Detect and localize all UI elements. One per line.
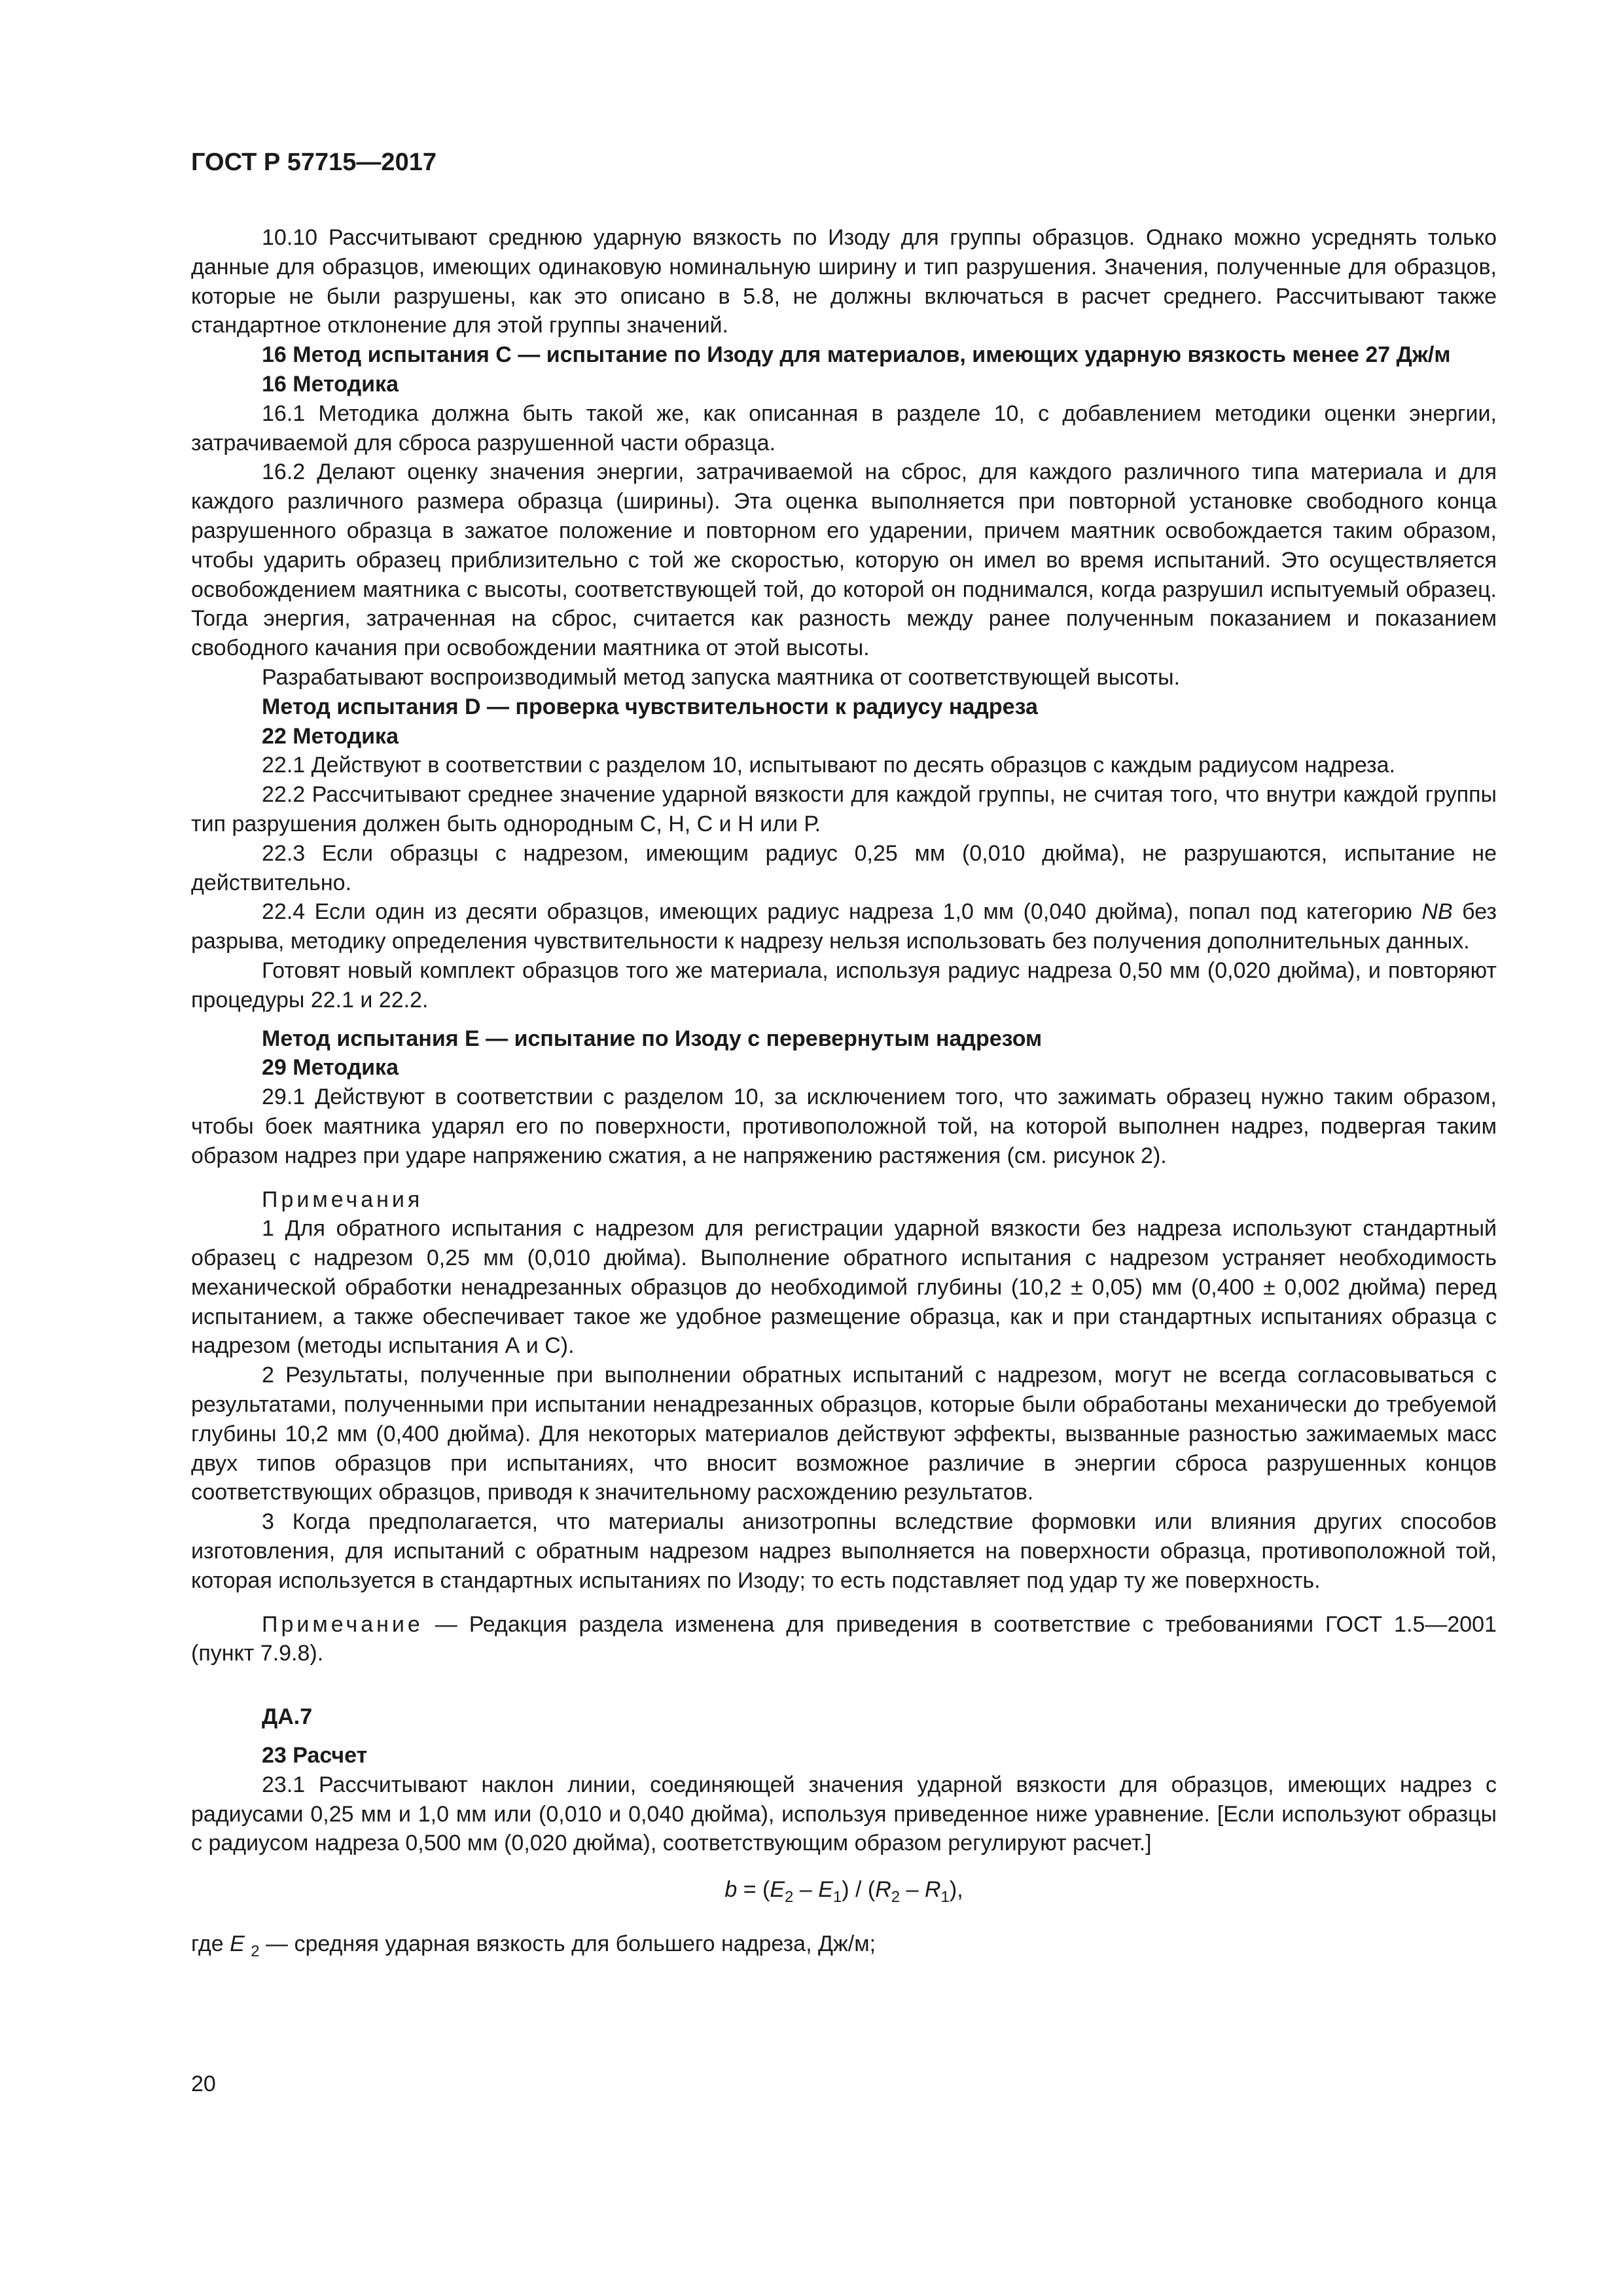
formula-e2-sub: 2 [785, 1888, 794, 1907]
paragraph-22-4 [191, 897, 1497, 956]
paragraph-22-4-text-b: без разрыва, методику определения чувствительности к надрезу нельзя использовать без получения дополнительных данных. [191, 899, 1497, 954]
heading-16-methodology: 16 Методика [262, 371, 399, 397]
heading-22-methodology: 22 Методика [262, 723, 399, 749]
formula-r2-sub: 2 [891, 1888, 901, 1907]
paragraph-16-1: 16.1 Методика должна быть такой же, как описанная в разделе 10, с добавлением методики оценки энергии, затрачиваемой для сброса разрушенной части образца. [191, 401, 1497, 456]
note-3: 3 Когда предполагается, что материалы анизотропны вследствие формовки или влияния других способов изготовления, для испытаний с обратным надрезом надрез выполняется на поверхности образца, противоположной той, которая используется в стандартных испытаниях по Изоду; то есть подставляет под удар ту же поверхность. [191, 1509, 1497, 1593]
page-number: 20 [191, 2072, 216, 2096]
where-prefix: где [191, 1931, 230, 1956]
formula-eq: = ( [737, 1877, 770, 1903]
where-var: E [230, 1931, 245, 1956]
notes-title: Примечания [262, 1187, 423, 1212]
formula-r1: R [924, 1877, 941, 1903]
where-text: — средняя ударная вязкость для большего надреза, Дж/м; [259, 1931, 876, 1956]
appendix-label: ДА.7 [262, 1704, 313, 1730]
note-1: 1 Для обратного испытания с надрезом для регистрации ударной вязкости без надреза используют стандартный образец с надрезом 0,25 мм (0,010 дюйма). Выполнение обратного испытания с надрезом устраняет необходимость механической обработки ненадрезанных образцов до необходимой глубины (10,2 ± 0,05) мм (0,400 ± 0,002 дюйма) перед испытанием, а также обеспечивает такое же удобное размещение образца, как и при стандартных испытаниях образца с надрезом (методы испытания А и С). [191, 1216, 1497, 1359]
editorial-note-text: — Редакция раздела изменена для приведения в соответствие с требованиями ГОСТ 1.5—2001 (пункт 7.9.8). [191, 1611, 1497, 1666]
paragraph-10-10: 10.10 Рассчитывают среднюю ударную вязкость по Изоду для группы образцов. Однако можно усреднять только данные для образцов, имеющих одинаковую номинальную ширину и тип разрушения. Значения, полученные для образцов, которые не были разрушены, как это описано в 5.8, не должны включаться в расчет среднего. Рассчитывают также стандартное отклонение для этой группы значений. [191, 225, 1497, 338]
paragraph-pendulum-method: Разрабатывают воспроизводимый метод запуска маятника от соответствующей высоты. [262, 664, 1181, 690]
paragraph-23-1: 23.1 Рассчитывают наклон линии, соединяющей значения ударной вязкости для образцов, имеющих надрез с радиусами 0,25 мм и 1,0 мм или (0,010 и 0,040 дюйма), используя приведенное ниже уравнение. [Если используют образцы с радиусом надреза 0,500 мм (0,020 дюйма), соответствующим образом регулируют расчет.] [191, 1772, 1497, 1856]
heading-method-d: Метод испытания D — проверка чувствительности к радиусу надреза [262, 694, 1038, 719]
paragraph-22-2: 22.2 Рассчитывают среднее значение ударной вязкости для каждой группы, не считая того, что внутри каждой группы тип разрушения должен быть однородным С, Н, С и Н или Р. [191, 782, 1497, 836]
formula-minus-1: – [793, 1877, 819, 1903]
formula-mid: ) / ( [842, 1877, 876, 1903]
heading-method-c: 16 Метод испытания С — испытание по Изоду для материалов, имеющих ударную вязкость менее 27 Дж/м [262, 342, 1451, 368]
note-2: 2 Результаты, полученные при выполнении обратных испытаний с надрезом, могут не всегда согласовываться с результатами, полученными при испытании ненадрезанных образцов, которые были обработаны механически до требуемой глубины 10,2 мм (0,400 дюйма). Для некоторых материалов действуют эффекты, вызванные разностью зажимаемых масс двух типов образцов при испытаниях, что вносит возможное различие в энергии сброса разрушенных концов соответствующих образцов, приводя к значительному расхождению результатов. [191, 1363, 1497, 1505]
where-sub: 2 [251, 1942, 260, 1960]
formula-minus-2: – [900, 1877, 925, 1903]
formula-r2: R [875, 1877, 891, 1903]
paragraph-22-1: 22.1 Действуют в соответствии с разделом 10, испытывают по десять образцов с каждым радиусом надреза. [262, 753, 1395, 778]
document-body [191, 223, 1497, 1966]
formula-r1-sub: 1 [940, 1888, 950, 1907]
paragraph-new-specimens: Готовят новый комплект образцов того же материала, используя радиус надреза 0,50 мм (0,020 дюйма), и повторяют процедуры 22.1 и 22.2. [191, 958, 1497, 1013]
paragraph-29-1: 29.1 Действуют в соответствии с разделом 10, за исключением того, что зажимать образец нужно таким образом, чтобы боек маятника ударял его по поверхности, противоположной той, на которой выполнен надрез, подвергая таким образом надрез при ударе напряжению сжатия, а не напряжению растяжения (см. рисунок 2). [191, 1085, 1497, 1168]
nb-category: NB [1421, 899, 1453, 925]
paragraph-22-4-text-a: 22.4 Если один из десяти образцов, имеющих радиус надреза 1,0 мм (0,040 дюйма), попал под категорию [262, 899, 1422, 925]
heading-method-e: Метод испытания Е — испытание по Изоду с перевернутым надрезом [262, 1026, 1043, 1051]
paragraph-16-2: 16.2 Делают оценку значения энергии, затрачиваемой на сброс, для каждого различного типа материала и для каждого различного размера образца (ширины). Эта оценка выполняется при повторной установке свободного конца разрушенного образца в зажатое положение и повторном его ударении, причем маятник освобождается таким образом, чтобы ударить образец приблизительно с той же скоростью, которую он имел во время испытаний. Это осуществляется освобождением маятника с высоты, соответствующей той, до которой он поднимался, когда разрушил испытуемый образец. Тогда энергия, затраченная на сброс, считается как разность между ранее полученным показанием и показанием свободного качания при освобождении маятника от этой высоты. [191, 459, 1497, 661]
formula-where-line [191, 1929, 1497, 1967]
formula-e2: E [770, 1877, 785, 1903]
heading-23-calculation: 23 Расчет [262, 1743, 368, 1768]
editorial-note [191, 1610, 1497, 1669]
formula-end: ), [949, 1877, 963, 1903]
formula-e1: E [818, 1877, 833, 1903]
paragraph-22-3: 22.3 Если образцы с надрезом, имеющим радиус 0,25 мм (0,010 дюйма), не разрушаются, испытание не действительно. [191, 840, 1497, 895]
page-header-title: ГОСТ Р 57715—2017 [191, 149, 437, 176]
slope-formula [191, 1875, 1497, 1912]
editorial-note-label: Примечание [262, 1611, 423, 1637]
formula-e1-sub: 1 [832, 1888, 842, 1907]
formula-b: b [724, 1877, 738, 1903]
heading-29-methodology: 29 Методика [262, 1055, 399, 1081]
